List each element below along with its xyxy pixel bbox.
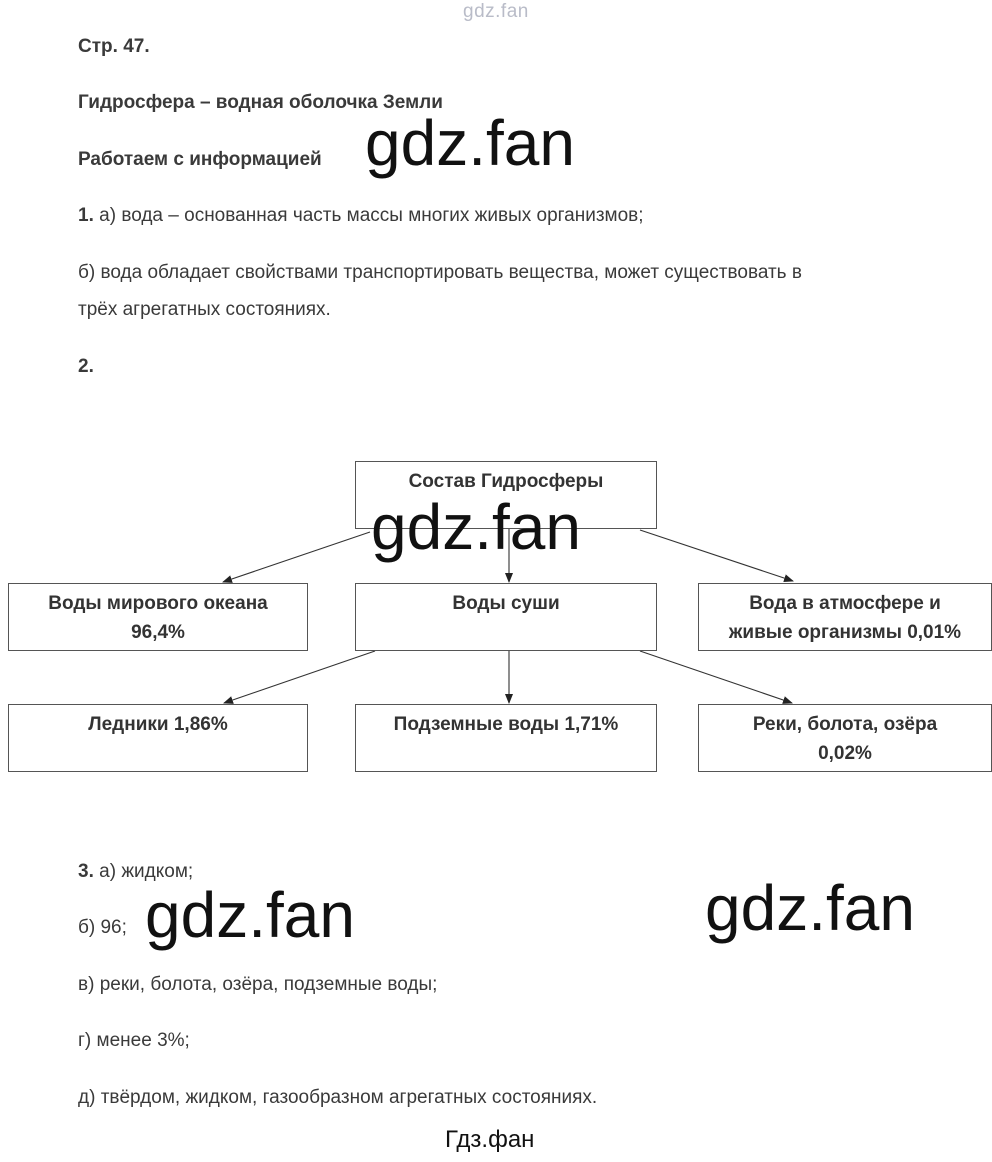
section-subtitle: Работаем с информацией bbox=[78, 149, 322, 170]
task3-answer-e: д) твёрдом, жидком, газообразном агрегатных состояниях. bbox=[78, 1087, 598, 1108]
box-groundwater: Подземные воды 1,71% bbox=[355, 704, 657, 772]
task3-answer-a: а) жидком; bbox=[99, 861, 194, 882]
page-title: Гидросфера – водная оболочка Земли bbox=[78, 92, 443, 113]
top-watermark: gdz.fan bbox=[463, 1, 529, 22]
watermark-1: gdz.fan bbox=[365, 107, 575, 179]
page-label: Стр. 47. bbox=[78, 36, 150, 57]
task1-answer-a: а) вода – основанная часть массы многих живых организмов; bbox=[99, 205, 644, 226]
task2-number: 2. bbox=[78, 356, 94, 377]
task1-answer-b-line2: трёх агрегатных состояниях. bbox=[78, 299, 331, 320]
box-glaciers: Ледники 1,86% bbox=[8, 704, 308, 772]
arrow-root-ocean bbox=[223, 532, 370, 582]
box-ocean-water: Воды мирового океана 96,4% bbox=[8, 583, 308, 651]
task3-answer-c: в) реки, болота, озёра, подземные воды; bbox=[78, 974, 438, 995]
arrow-land-rivers bbox=[640, 651, 792, 703]
task3-number: 3. bbox=[78, 861, 94, 882]
box-land-water: Воды суши bbox=[355, 583, 657, 651]
task1-answer-b-line1: б) вода обладает свойствами транспортировать вещества, может существовать в bbox=[78, 262, 802, 283]
task3-answer-b: б) 96; bbox=[78, 917, 127, 938]
arrow-land-glaciers bbox=[224, 651, 375, 703]
task3-answer-d: г) менее 3%; bbox=[78, 1030, 190, 1051]
watermark-2: gdz.fan bbox=[371, 491, 581, 563]
footer-watermark: Гдз.фан bbox=[445, 1126, 535, 1153]
watermark-3: gdz.fan bbox=[145, 879, 355, 951]
box-rivers-swamps-lakes: Реки, болота, озёра 0,02% bbox=[698, 704, 992, 772]
box-atmosphere-organisms: Вода в атмосфере и живые организмы 0,01% bbox=[698, 583, 992, 651]
task1-number: 1. bbox=[78, 205, 94, 226]
root-label: Состав Гидросферы bbox=[408, 471, 604, 492]
arrow-root-atmosphere bbox=[640, 530, 793, 581]
watermark-4: gdz.fan bbox=[705, 872, 915, 944]
